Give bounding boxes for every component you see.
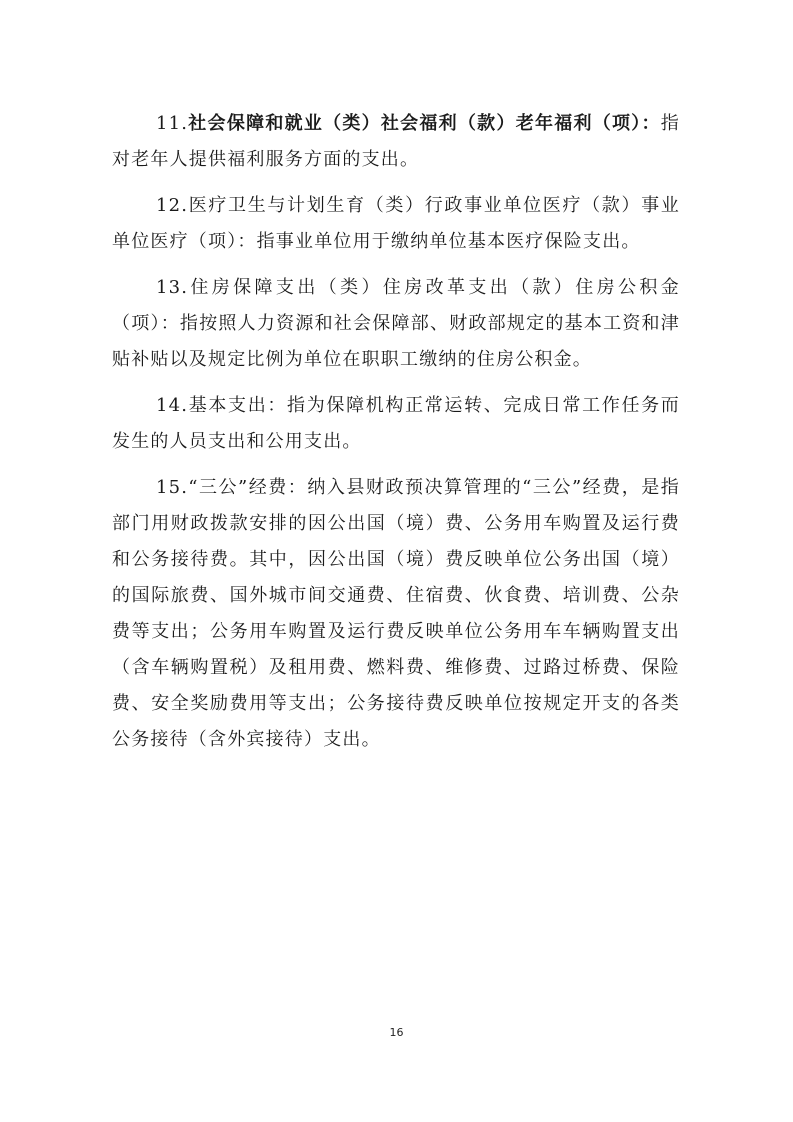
paragraph-number: 14. <box>156 395 189 416</box>
page-number: 16 <box>389 1026 404 1039</box>
paragraph-text: 住房保障支出（类）住房改革支出（款）住房公积金（项）：指按照人力资源和社会保障部、财政部规定的基本工资和津贴补贴以及规定比例为单位在职职工缴纳的住房公积金。 <box>112 277 680 370</box>
paragraph-number: 11. <box>156 113 189 134</box>
paragraph-number: 12. <box>156 195 189 216</box>
paragraph-13 <box>112 270 680 378</box>
paragraph-text: 医疗卫生与计划生育（类）行政事业单位医疗（款）事业单位医疗（项）：指事业单位用于缴纳单位基本医疗保险支出。 <box>112 195 680 252</box>
paragraph-title-colon: ： <box>641 113 661 134</box>
paragraph-text: 基本支出：指为保障机构正常运转、完成日常工作任务而发生的人员支出和公用支出。 <box>112 395 680 452</box>
paragraph-text: 指对老年人提供福利服务方面的支出。 <box>112 113 680 170</box>
paragraph-11 <box>112 106 680 178</box>
paragraph-15 <box>112 470 680 758</box>
page-content <box>112 106 680 768</box>
paragraph-12 <box>112 188 680 260</box>
paragraph-text: “三公”经费：纳入县财政预决算管理的“三公”经费，是指部门用财政拨款安排的因公出国（境）费、公务用车购置及运行费和公务接待费。其中，因公出国（境）费反映单位公务出国（境）的国际旅费、国外城市间交通费、住宿费、伙食费、培训费、公杂费等支出；公务用车购置及运行费反映单位公务用车车辆购置支出（含车辆购置税）及租用费、燃料费、维修费、过路过桥费、保险费、安全奖励费用等支出；公务接待费反映单位按规定开支的各类公务接待（含外宾接待）支出。 <box>112 477 680 750</box>
paragraph-number: 15. <box>156 477 189 498</box>
paragraph-title-bold: 社会保障和就业（类）社会福利（款）老年福利（项） <box>188 113 642 134</box>
paragraph-number: 13. <box>156 277 189 298</box>
paragraph-14 <box>112 388 680 460</box>
